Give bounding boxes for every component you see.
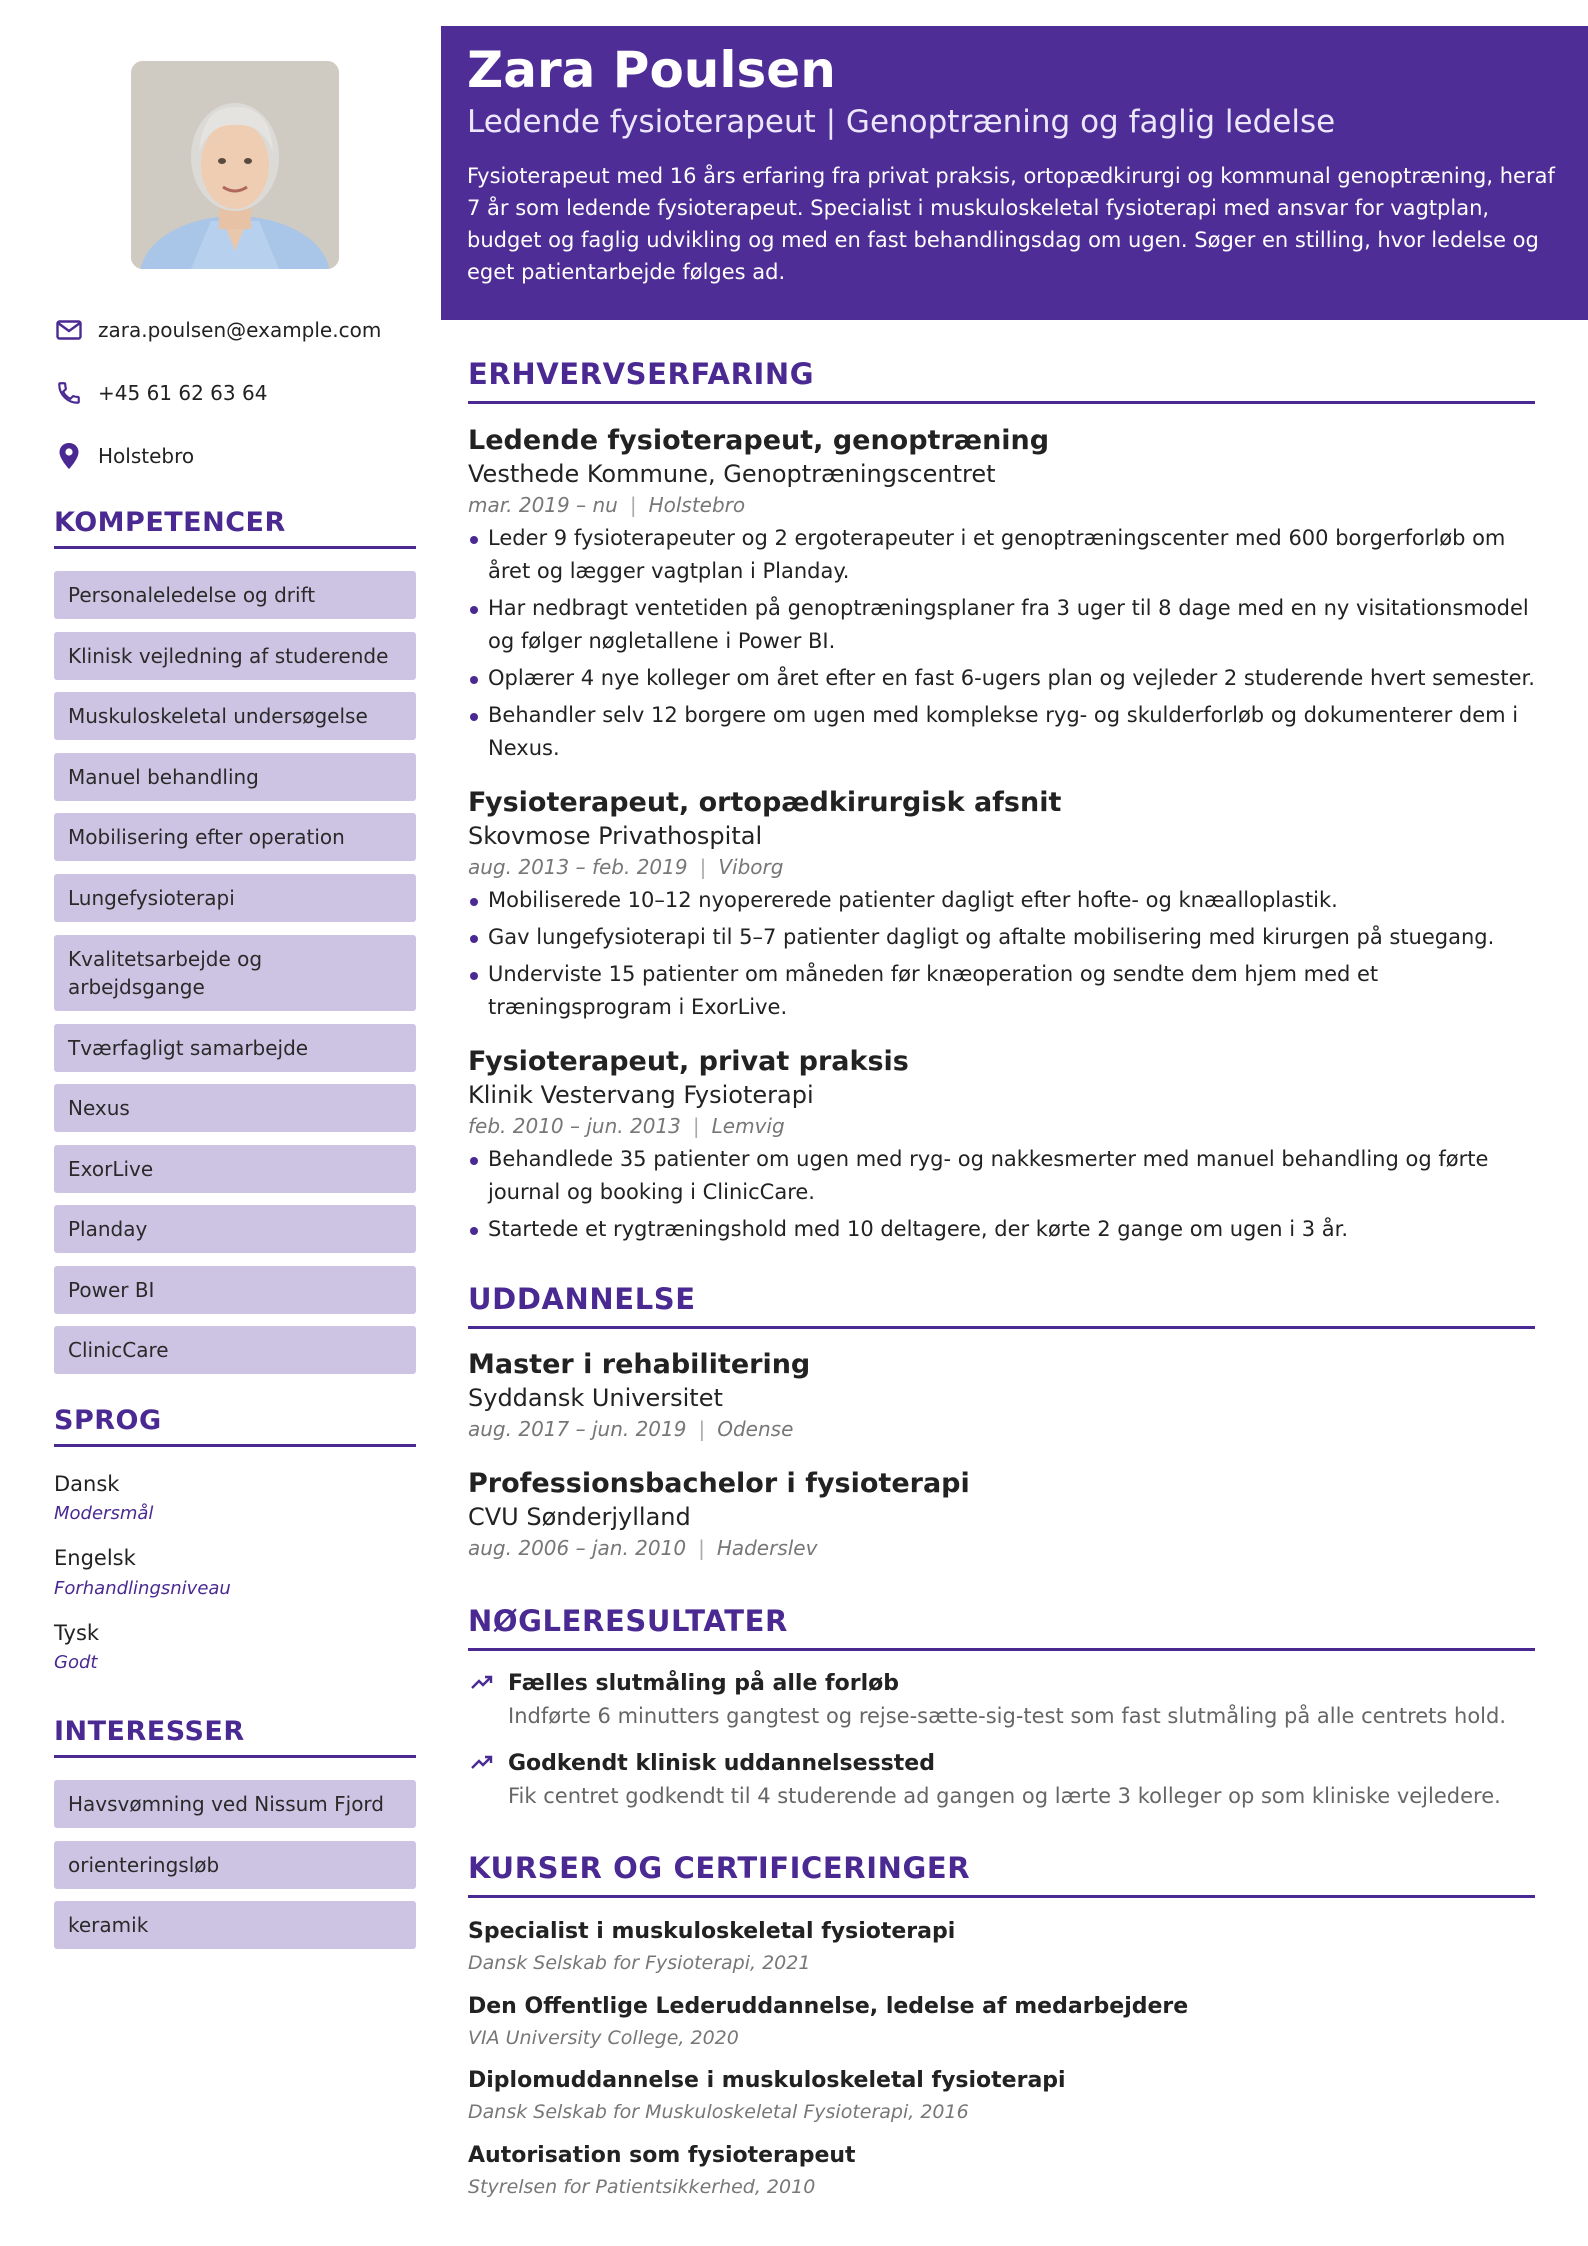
job-location: Viborg — [718, 855, 784, 879]
job-dates: aug. 2013 – feb. 2019 — [468, 855, 688, 879]
job-bullet: Behandlede 35 patienter om ugen med ryg- og nakkesmerter med manuel behandling og førte journal og booking i ClinicCare. — [468, 1143, 1535, 1209]
skill-chip: Kvalitetsarbejde og arbejdsgange — [54, 935, 416, 1011]
skill-chip: Planday — [54, 1205, 416, 1253]
job-dates: feb. 2010 – jun. 2013 — [468, 1114, 681, 1138]
interest-chip: keramik — [54, 1901, 416, 1949]
trend-up-icon — [470, 1670, 494, 1694]
job-org: Klinik Vestervang Fysioterapi — [468, 1081, 814, 1109]
phone-text: +45 61 62 63 64 — [98, 381, 268, 405]
skill-chip: Manuel behandling — [54, 753, 416, 801]
mail-icon — [54, 315, 84, 345]
education-title: Professionsbachelor i fysioterapi — [468, 1468, 970, 1499]
job-bullet: Startede et rygtræningshold med 10 deltagere, der kørte 2 gange om ugen i 3 år. — [468, 1213, 1535, 1246]
skill-chip: Tværfagligt samarbejde — [54, 1024, 416, 1072]
course-meta: Dansk Selskab for Fysioterapi, 2021 — [468, 1952, 811, 1974]
education-org: CVU Sønderjylland — [468, 1503, 691, 1531]
results-heading: NØGLERESULTATER — [468, 1604, 1535, 1651]
course-title: Den Offentlige Lederuddannelse, ledelse af medarbejdere — [468, 1994, 1189, 2019]
job-org: Vesthede Kommune, Genoptræningscentret — [468, 460, 996, 488]
education-dates: aug. 2006 – jan. 2010 — [468, 1536, 687, 1560]
interest-chip: orienteringsløb — [54, 1841, 416, 1889]
skill-chip: Personaleledelse og drift — [54, 571, 416, 619]
experience-heading: ERHVERVSERFARING — [468, 357, 1535, 404]
job-meta: mar. 2019 – nu | Holstebro — [468, 493, 746, 517]
education-meta: aug. 2006 – jan. 2010 | Haderslev — [468, 1536, 818, 1560]
education-org: Syddansk Universitet — [468, 1384, 723, 1412]
education-entry — [468, 1348, 1535, 1444]
contact-location — [54, 441, 194, 471]
trend-up-icon — [470, 1750, 494, 1774]
job-bullet: Behandler selv 12 borgere om ugen med komplekse ryg- og skulderforløb og dokumenterer dem i Nexus. — [468, 699, 1535, 765]
course-meta: Styrelsen for Patientsikkerhed, 2010 — [468, 2176, 816, 2198]
location-text: Holstebro — [98, 444, 195, 468]
job-bullet: Leder 9 fysioterapeuter og 2 ergoterapeuter i et genoptræningscenter med 600 borgerforløb om året og lægger vagtplan i Planday. — [468, 522, 1535, 588]
job-title: Fysioterapeut, ortopædkirurgisk afsnit — [468, 787, 1062, 818]
job-bullets — [468, 522, 1535, 765]
job-location: Holstebro — [648, 493, 746, 517]
skill-chip: Mobilisering efter operation — [54, 813, 416, 861]
result-title: Fælles slutmåling på alle forløb — [508, 1671, 899, 1696]
skill-chip: Klinisk vejledning af studerende — [54, 632, 416, 680]
job-bullets — [468, 884, 1535, 1024]
languages-heading: SPROG — [54, 1405, 416, 1447]
skill-chip: ClinicCare — [54, 1326, 416, 1374]
skills-heading: KOMPETENCER — [54, 507, 416, 549]
job-title: Fysioterapeut, privat praksis — [468, 1046, 909, 1077]
job-title: Ledende fysioterapeut, genoptræning — [468, 425, 1050, 456]
profile-photo — [131, 61, 339, 269]
map-pin-icon — [54, 441, 84, 471]
skill-chip: Power BI — [54, 1266, 416, 1314]
skill-chip: Lungefysioterapi — [54, 874, 416, 922]
education-meta: aug. 2017 – jun. 2019 | Odense — [468, 1417, 794, 1441]
course-title: Specialist i muskuloskeletal fysioterapi — [468, 1919, 956, 1944]
contact-email[interactable] — [54, 315, 381, 345]
job-location: Lemvig — [711, 1114, 785, 1138]
result-text: Fik centret godkendt til 4 studerende ad gangen og lærte 3 kolleger op som kliniske vejledere. — [508, 1784, 1501, 1808]
job-meta: feb. 2010 – jun. 2013 | Lemvig — [468, 1114, 785, 1138]
skill-chip: Nexus — [54, 1084, 416, 1132]
language-name: Engelsk — [54, 1546, 136, 1570]
skill-chip: ExorLive — [54, 1145, 416, 1193]
course-title: Diplomuddannelse i muskuloskeletal fysioterapi — [468, 2068, 1066, 2093]
education-location: Odense — [717, 1417, 794, 1441]
interest-chip: Havsvømning ved Nissum Fjord — [54, 1780, 416, 1828]
job-bullet: Oplærer 4 nye kolleger om året efter en fast 6-ugers plan og vejleder 2 studerende hvert semester. — [468, 662, 1535, 695]
language-name: Dansk — [54, 1472, 120, 1496]
education-dates: aug. 2017 – jun. 2019 — [468, 1417, 687, 1441]
result-item — [468, 1748, 1535, 1812]
contact-phone[interactable] — [54, 378, 267, 408]
job-entry — [468, 1045, 1535, 1250]
course-title: Autorisation som fysioterapeut — [468, 2143, 856, 2168]
job-bullet: Mobiliserede 10–12 nyopererede patienter dagligt efter hofte- og knæalloplastik. — [468, 884, 1535, 917]
language-level: Godt — [54, 1652, 98, 1673]
email-text: zara.poulsen@example.com — [98, 318, 382, 342]
language-level: Modersmål — [54, 1503, 154, 1524]
education-entry — [468, 1467, 1535, 1563]
job-entry — [468, 786, 1535, 1028]
skill-chip: Muskuloskeletal undersøgelse — [54, 692, 416, 740]
course-item — [468, 2065, 1535, 2127]
courses-heading: KURSER OG CERTIFICERINGER — [468, 1851, 1535, 1898]
job-bullet: Underviste 15 patienter om måneden før knæoperation og sendte dem hjem med et træningsprogram i ExorLive. — [468, 958, 1535, 1024]
language-level: Forhandlingsniveau — [54, 1578, 231, 1599]
job-dates: mar. 2019 – nu — [468, 493, 618, 517]
person-role: Ledende fysioterapeut | Genoptræning og faglig ledelse — [467, 104, 1336, 140]
education-location: Haderslev — [716, 1536, 818, 1560]
job-bullet: Gav lungefysioterapi til 5–7 patienter dagligt og aftalte mobilisering med kirurgen på stuegang. — [468, 921, 1535, 954]
job-entry — [468, 424, 1535, 769]
education-heading: UDDANNELSE — [468, 1282, 1535, 1329]
course-item — [468, 2140, 1535, 2202]
header-banner — [441, 26, 1588, 320]
phone-icon — [54, 378, 84, 408]
result-text: Indførte 6 minutters gangtest og rejse-sætte-sig-test som fast slutmåling på alle centrets hold. — [508, 1704, 1507, 1728]
job-meta: aug. 2013 – feb. 2019 | Viborg — [468, 855, 784, 879]
course-item — [468, 1991, 1535, 2053]
job-bullet: Har nedbragt ventetiden på genoptræningsplaner fra 3 uger til 8 dage med en ny visitationsmodel og følger nøgletallene i Power BI. — [468, 592, 1535, 658]
interests-heading: INTERESSER — [54, 1716, 416, 1758]
person-name: Zara Poulsen — [467, 41, 836, 99]
profile-summary: Fysioterapeut med 16 års erfaring fra privat praksis, ortopædkirurgi og kommunal genoptræning, heraf 7 år som ledende fysioterapeut. Specialist i muskuloskeletal fysioterapi med ansvar for vagtplan, budget og faglig udvikling og med en fast behandlingsdag om ugen. Søger en stilling, hvor ledelse og eget patientarbejde følges ad. — [467, 164, 1555, 284]
course-meta: Dansk Selskab for Muskuloskeletal Fysioterapi, 2016 — [468, 2101, 969, 2123]
education-title: Master i rehabilitering — [468, 1349, 811, 1380]
job-org: Skovmose Privathospital — [468, 822, 763, 850]
course-meta: VIA University College, 2020 — [468, 2027, 739, 2049]
course-item — [468, 1916, 1535, 1978]
job-bullets — [468, 1143, 1535, 1246]
result-item — [468, 1668, 1535, 1732]
language-name: Tysk — [54, 1621, 100, 1645]
result-title: Godkendt klinisk uddannelsessted — [508, 1751, 935, 1776]
